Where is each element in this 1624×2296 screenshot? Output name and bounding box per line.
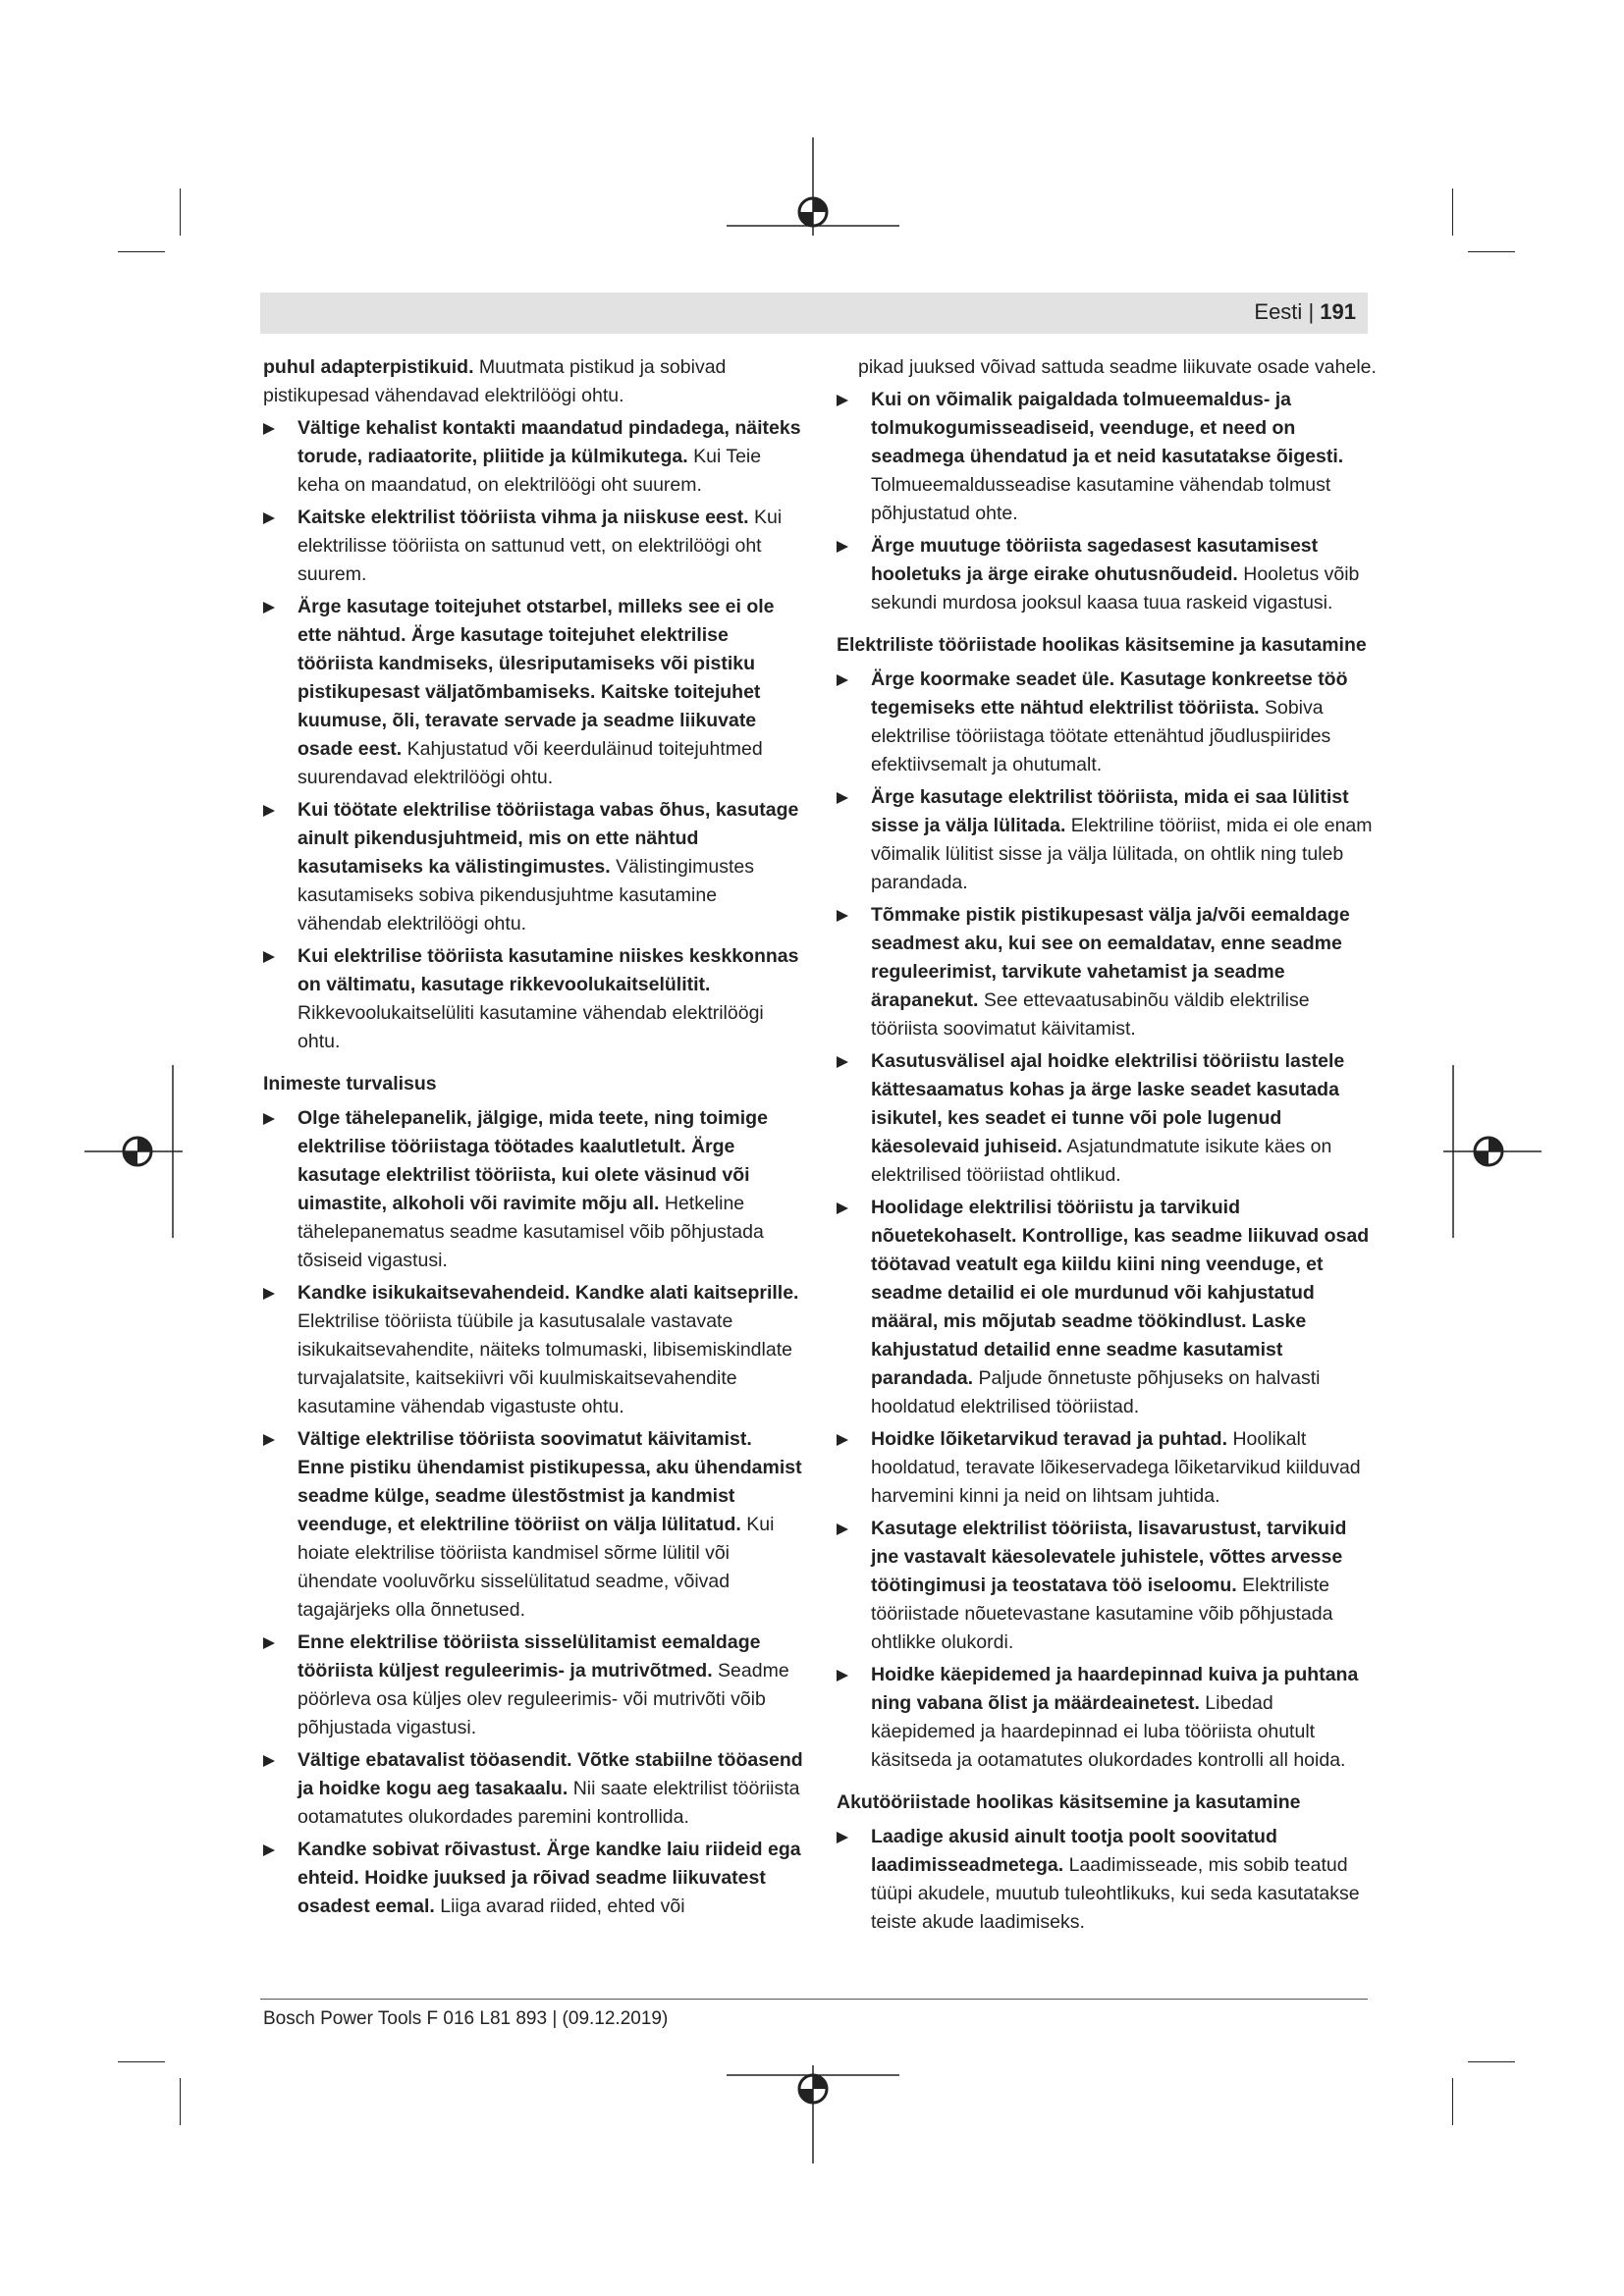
bullet-triangle-icon: [837, 1832, 848, 1843]
list-item: [263, 1629, 803, 1742]
paragraph: [263, 353, 803, 410]
explanation-text: Seadme pöörleva osa küljes olev reguleerimis- või mutrivõti võib põhjustada vigastusi.: [298, 1660, 789, 1738]
bullet-triangle-icon: [837, 792, 848, 804]
warning-bold-text: Kandke isikukaitsevahendeid. Kandke alati kaitseprille.: [298, 1282, 799, 1304]
warning-bold-text: Kui töötate elektrilise tööriistaga vabas õhus, kasutage ainult pikendusjuhtmeid, mis on ette nähtud kasutamiseks ka välistingimustes.: [298, 799, 799, 878]
right-column: [837, 353, 1377, 1941]
explanation-text: Hetkeline tähelepanematus seadme kasutamisel võib põhjustada tõsiseid vigastusi.: [298, 1193, 764, 1271]
warning-bold-text: Kui elektrilise tööriista kasutamine niiskes keskkonnas on vältimatu, kasutage rikkevoolukaitselülitit.: [298, 945, 799, 995]
warning-bold-text: Ärge koormake seadet üle. Kasutage konkreetse töö tegemiseks ette nähtud elektrilist tööriista.: [871, 668, 1348, 719]
bullet-triangle-icon: [263, 1755, 275, 1767]
explanation-text: Laadimisseade, mis sobib teatud tüüpi akudele, muutub tuleohtlikuks, kui seda kasutatakse teiste akude laadimiseks.: [871, 1854, 1360, 1933]
crop-mark: [1468, 2061, 1515, 2062]
bullet-triangle-icon: [837, 1202, 848, 1214]
warning-bold-text: Hoidke lõiketarvikud teravad ja puhtad.: [871, 1428, 1228, 1450]
crop-mark: [1452, 188, 1453, 236]
bullet-triangle-icon: [837, 910, 848, 922]
bullet-triangle-icon: [263, 512, 275, 524]
registration-mark-icon: [1443, 1065, 1542, 1238]
header-label: [1254, 299, 1356, 325]
explanation-text: Rikkevoolukaitselüliti kasutamine vähendab elektrilöögi ohtu.: [298, 1002, 764, 1052]
explanation-text: Muutmata pistikud ja sobivad pistikupesad vähendavad elektrilöögi ohtu.: [263, 356, 727, 406]
bullet-triangle-icon: [263, 1637, 275, 1649]
list-item: [837, 783, 1377, 897]
explanation-text: Elektriliste tööriistade nõuetevastane kasutamine võib põhjustada ohtlikke olukordi.: [871, 1575, 1333, 1653]
explanation-text: Kui hoiate elektrilise tööriista kandmisel sõrme lülitil või ühendate vooluvõrku sisselülitatud seadme, võivad tagajärjeks olla õnnetused.: [298, 1514, 775, 1621]
list-item: [263, 1836, 803, 1921]
list-item: [263, 942, 803, 1056]
warning-bold-text: Kui on võimalik paigaldada tolmueemaldus- ja tolmukogumisseadiseid, veenduge, et need on seadmega ühendatud ja et neid kasutatakse õigesti.: [871, 389, 1344, 467]
page-number: 191: [1320, 299, 1356, 324]
list-item: [837, 901, 1377, 1043]
list-item: [263, 796, 803, 938]
list-item: [837, 1515, 1377, 1657]
list-item: [263, 504, 803, 589]
explanation-text: Paljude õnnetuste põhjuseks on halvasti hooldatud elektrilised tööriistad.: [871, 1367, 1321, 1417]
crop-mark: [1452, 2078, 1453, 2125]
bullet-triangle-icon: [263, 805, 275, 817]
warning-bold-text: Hoolidage elektrilisi tööriistu ja tarvikuid nõuetekohaselt. Kontrollige, kas seadme liikuvad osad töötavad veatult ega kiildu kiini ning veenduge, et seadme detailid ei ole murdunud või kahjustatud määral, mis mõjutab seadme töökindlust. Laske kahjustatud detailid enne seadme kasutamist parandada.: [871, 1197, 1370, 1389]
bullet-triangle-icon: [837, 674, 848, 686]
bullet-triangle-icon: [263, 423, 275, 435]
warning-bold-text: puhul adapterpistikuid.: [263, 356, 474, 378]
warning-bold-text: Olge tähelepanelik, jälgige, mida teete, ning toimige elektrilise tööriistaga töötades kaalutletult. Ärge kasutage elektrilist tööriista, kui olete väsinud või uimastite, alkoholi või ravimite mõju all.: [298, 1107, 768, 1214]
paragraph: [837, 353, 1377, 382]
warning-bold-text: Vältige ebatavalist tööasendit. Võtke stabiilne tööasend ja hoidke kogu aeg tasakaalu.: [298, 1749, 803, 1799]
list-item: [837, 386, 1377, 528]
explanation-text: Kui elektrilisse tööriista on sattunud vett, on elektrilöögi oht suurem.: [298, 507, 783, 585]
warning-bold-text: Ärge muutuge tööriista sagedasest kasutamisest hooletuks ja ärge eirake ohutusnõudeid.: [871, 535, 1319, 585]
warning-bold-text: Ärge kasutage elektrilist tööriista, mida ei saa lülitist sisse ja välja lülitada.: [871, 786, 1349, 836]
footer-rule: [260, 1999, 1368, 2000]
warning-bold-text: Vältige elektrilise tööriista soovimatut käivitamist. Enne pistiku ühendamist pistikupessa, aku ühendamist seadme külge, seadme ülestõstmist ja kandmist veenduge, et elektriline tööriist on välja lülitatud.: [298, 1428, 802, 1535]
header-language: Eesti: [1254, 299, 1303, 324]
section-heading: Elektriliste tööriistade hoolikas käsitsemine ja kasutamine: [837, 634, 1367, 656]
crop-mark: [180, 188, 181, 236]
explanation-text: Kui Teie keha on maandatud, on elektrilöögi oht suurem.: [298, 446, 762, 496]
list-item: [837, 666, 1377, 779]
list-item: [263, 593, 803, 792]
registration-mark-icon: [84, 1065, 183, 1238]
page-header: [260, 293, 1368, 334]
bullet-triangle-icon: [837, 1434, 848, 1446]
bullet-triangle-icon: [837, 395, 848, 406]
header-separator: |: [1308, 299, 1315, 324]
list-item: [837, 1661, 1377, 1775]
left-column: [263, 353, 803, 1925]
list-item: [837, 1194, 1377, 1421]
bullet-triangle-icon: [263, 1434, 275, 1446]
list-item: [837, 1047, 1377, 1190]
list-item: [263, 1104, 803, 1275]
warning-bold-text: Kasutage elektrilist tööriista, lisavarustust, tarvikuid jne vastavalt käesolevatele juhistele, võttes arvesse töötingimusi ja teostatava töö iseloomu.: [871, 1518, 1347, 1596]
explanation-text: Asjatundmatute isikute käes on elektrilised tööriistad ohtlikud.: [871, 1136, 1332, 1186]
explanation-text: Hoolikalt hooldatud, teravate lõikeservadega lõiketarvikud kiilduvad harvemini kinni ja neid on lihtsam juhtida.: [871, 1428, 1361, 1507]
explanation-text: See ettevaatusabinõu väldib elektrilise tööriista soovimatut käivitamist.: [871, 989, 1310, 1040]
list-item: [837, 1425, 1377, 1511]
warning-bold-text: Ärge kasutage toitejuhet otstarbel, milleks see ei ole ette nähtud. Ärge kasutage toitejuhet elektrilise tööriista kandmiseks, ülesriputamiseks või pistiku pistikupesast väljatõmbamiseks. Kaitske toitejuhet kuumuse, õli, teravate servade ja seadme liikuvate osade eest.: [298, 596, 775, 760]
warning-bold-text: Laadige akusid ainult tootja poolt soovitatud laadimisseadmetega.: [871, 1826, 1277, 1876]
explanation-text: Libedad käepidemed ja haardepinnad ei luba tööriista ohutult käsitseda ja ootamatutes olukordades kontrolli all hoida.: [871, 1692, 1346, 1771]
warning-bold-text: Enne elektrilise tööriista sisselülitamist eemaldage tööriista küljest reguleerimis- ja mutrivõtmed.: [298, 1631, 761, 1682]
bullet-triangle-icon: [263, 1113, 275, 1125]
list-item: [263, 1425, 803, 1625]
crop-mark: [1468, 251, 1515, 252]
crop-mark: [180, 2078, 181, 2125]
crop-mark: [118, 2061, 165, 2062]
explanation-text: Nii saate elektrilist tööriista ootamatutes olukordades paremini kontrollida.: [298, 1778, 800, 1828]
bullet-triangle-icon: [263, 951, 275, 963]
explanation-text: Välistingimustes kasutamiseks sobiva pikendusjuhtme kasutamine vähendab elektrilöögi ohtu.: [298, 856, 754, 934]
bullet-triangle-icon: [263, 1844, 275, 1856]
list-item: [837, 1823, 1377, 1937]
explanation-text: Tolmueemaldusseadise kasutamine vähendab tolmust põhjustatud ohte.: [871, 474, 1331, 524]
explanation-text: Hooletus võib sekundi murdosa jooksul kaasa tuua raskeid vigastusi.: [871, 563, 1360, 614]
bullet-triangle-icon: [263, 602, 275, 614]
crop-mark: [118, 251, 165, 252]
warning-bold-text: Kandke sobivat rõivastust. Ärge kandke laiu riideid ega ehteid. Hoidke juuksed ja rõivad seadme liikuvatest osadest eemal.: [298, 1839, 801, 1917]
warning-bold-text: Hoidke käepidemed ja haardepinnad kuiva ja puhtana ning vabana õlist ja määrdeainetest.: [871, 1664, 1359, 1714]
explanation-text: Elektriline tööriist, mida ei ole enam võimalik lülitist sisse ja välja lülitada, on ohtlik ning tuleb parandada.: [871, 815, 1373, 893]
bullet-triangle-icon: [263, 1288, 275, 1300]
footer-text: Bosch Power Tools F 016 L81 893 | (09.12.2019): [263, 2008, 669, 2029]
explanation-text: Kahjustatud või keerduläinud toitejuhtmed suurendavad elektrilöögi ohtu.: [298, 738, 763, 788]
warning-bold-text: Kaitske elektrilist tööriista vihma ja niiskuse eest.: [298, 507, 749, 528]
warning-bold-text: Kasutusvälisel ajal hoidke elektrilisi tööriistu lastele kättesaamatus kohas ja ärge laske seadet kasutada isikutel, kes seadet ei tunne või pole lugenud käesolevaid juhiseid.: [871, 1050, 1345, 1157]
bullet-triangle-icon: [837, 1670, 848, 1682]
bullet-triangle-icon: [837, 1523, 848, 1535]
explanation-text: pikad juuksed võivad sattuda seadme liikuvate osade vahele.: [858, 356, 1377, 378]
list-item: [837, 532, 1377, 617]
explanation-text: Sobiva elektrilise tööriistaga töötate ettenähtud jõudluspiirides efektiivsemalt ja ohutumalt.: [871, 697, 1331, 775]
list-item: [263, 414, 803, 500]
bullet-triangle-icon: [837, 541, 848, 553]
section-heading: Inimeste turvalisus: [263, 1073, 437, 1095]
section-heading: Akutööriistade hoolikas käsitsemine ja kasutamine: [837, 1791, 1301, 1813]
warning-bold-text: Vältige kehalist kontakti maandatud pindadega, näiteks torude, radiaatorite, pliitide ja külmikutega.: [298, 417, 801, 467]
registration-mark-icon: [727, 2065, 899, 2163]
explanation-text: Liiga avarad riided, ehted või: [434, 1896, 685, 1917]
explanation-text: Elektrilise tööriista tüübile ja kasutusalale vastavate isikukaitsevahendite, näiteks tolmumaski, libisemiskindlate turvajalatsite, kaitsekiivri või kuulmiskaitsevahendite kasutamine vähendab vigastuste ohtu.: [298, 1310, 792, 1417]
list-item: [263, 1279, 803, 1421]
registration-mark-icon: [727, 137, 899, 236]
list-item: [263, 1746, 803, 1832]
warning-bold-text: Tõmmake pistik pistikupesast välja ja/või eemaldage seadmest aku, kui see on eemaldatav, enne seadme reguleerimist, tarvikute vahetamist ja seadme ärapanekut.: [871, 904, 1350, 1011]
bullet-triangle-icon: [837, 1056, 848, 1068]
